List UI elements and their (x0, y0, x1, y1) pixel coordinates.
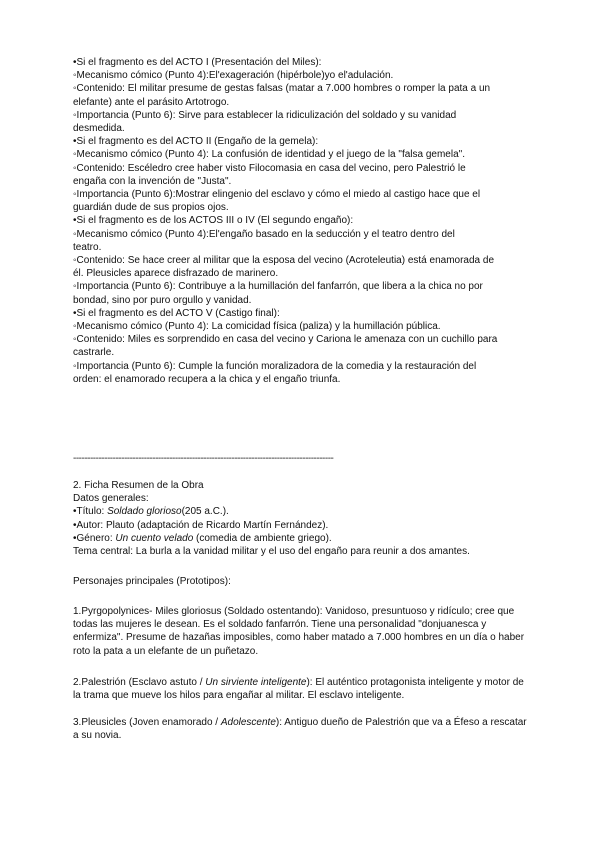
fragment-line: ◦Mecanismo cómico (Punto 4):El'exageración (hipérbole)yo el'adulación. (73, 70, 394, 82)
personaje-3-suffix: ): Antiguo dueño de Palestrión que va a Éfeso a rescatar a su novia. (73, 717, 527, 742)
fragment-line: ◦Mecanismo cómico (Punto 4): La confusión de identidad y el juego de la "falsa gemela". (73, 149, 465, 161)
fragment-line: ◦Importancia (Punto 6): Contribuye a la humillación del fanfarrón, que libera a la chica no por (73, 281, 483, 293)
titulo-line (73, 505, 533, 518)
personaje-2-text (73, 676, 531, 702)
fragment-line: •Si el fragmento es del ACTO V (Castigo final): (73, 307, 280, 319)
personajes-heading-block (73, 575, 533, 588)
genero-prefix: •Género: (73, 532, 116, 544)
personaje-3-text (73, 716, 531, 742)
fragment-line: •Si el fragmento es de los ACTOS III o IV (El segundo engaño): (73, 215, 354, 227)
titulo-suffix: (205 a.C.). (181, 506, 229, 518)
personaje-3-italic: Adolescente (220, 717, 276, 728)
personaje-2-italic: Un sirviente inteligente (205, 677, 307, 688)
ficha-resumen-section (73, 479, 533, 558)
personaje-3-prefix: 3.Pleusicles (Joven enamorado / (73, 717, 221, 728)
fragment-line: orden: el enamorado recupera a la chica y el engaño triunfa. (73, 373, 341, 385)
fragment-line: ◦Mecanismo cómico (Punto 4): La comicidad física (paliza) y la humillación pública. (73, 321, 441, 333)
personaje-palestrion (73, 676, 531, 702)
separator-line (73, 452, 533, 465)
tema-central-line: Tema central: La burla a la vanidad militar y el uso del engaño para reunir a dos amantes. (73, 546, 470, 558)
personajes-heading: Personajes principales (Prototipos): (73, 576, 231, 587)
fragment-line: ◦Contenido: El militar presume de gestas falsas (matar a 7.000 hombres o romper la pata a un (73, 83, 491, 95)
genero-value: Un cuento velado (115, 532, 194, 544)
personaje-2-prefix: 2.Palestrión (Esclavo astuto / (73, 677, 206, 688)
fragment-line: •Si el fragmento es del ACTO I (Presentación del Miles): (73, 57, 322, 68)
genero-line (73, 532, 533, 545)
fragment-line: él. Pleusicles aparece disfrazado de marinero. (73, 268, 279, 280)
fragment-line: •Si el fragmento es del ACTO II (Engaño de la gemela): (73, 136, 319, 148)
personaje-2-suffix: ): El auténtico protagonista inteligente y motor de la trama que mueve los hilos para engañar al militar. El esclavo inteligente. (73, 677, 524, 702)
act-fragments-section (73, 56, 533, 386)
titulo-prefix: •Título: (73, 506, 108, 518)
fragment-line: ◦Importancia (Punto 6):Mostrar elingenio del esclavo y cómo el miedo al castigo hace que el (73, 189, 481, 201)
autor-line: •Autor: Plauto (adaptación de Ricardo Martín Fernández). (73, 519, 329, 531)
titulo-value: Soldado glorioso (107, 506, 182, 518)
fragment-line: ◦Importancia (Punto 6): Cumple la función moralizadora de la comedia y la restauración del (73, 360, 477, 372)
fragment-line: engaña con la invención de "Justa". (73, 175, 232, 187)
fragment-line: guardián dude de sus propios ojos. (73, 202, 229, 214)
datos-generales-label: Datos generales: (73, 493, 149, 505)
dashed-separator: -------------------------------------------------------------------------------------------- (73, 453, 334, 464)
fragment-line: castrarle. (73, 347, 115, 359)
ficha-heading: 2. Ficha Resumen de la Obra (73, 480, 204, 491)
fragment-line: elefante) ante el parásito Artotrogo. (73, 96, 230, 108)
fragment-line: ◦Contenido: Escéledro cree haber visto Filocomasia en casa del vecino, pero Palestrió le (73, 162, 466, 174)
personaje-pleusicles (73, 716, 531, 742)
fragment-line: ◦Contenido: Miles es sorprendido en casa del vecino y Cariona le amenaza con un cuchillo para (73, 334, 498, 346)
fragment-line: ◦Mecanismo cómico (Punto 4):El'engaño basado en la seducción y el teatro dentro del (73, 228, 455, 240)
fragment-line: desmedida. (73, 123, 125, 135)
personaje-1-text: 1.Pyrgopolynices- Miles gloriosus (Soldado ostentando): Vanidoso, presuntuoso y ridículo; cree que todas las mujeres le desean. Es el soldado fanfarrón. Tiene una personalidad "donjuanesca y enfermiza". Presume de hazañas imposibles, como haber matado a 7.000 hombres en un día o haber roto la pata a un elefante de un puñetazo. (73, 606, 525, 657)
fragment-line: ◦Importancia (Punto 6): Sirve para establecer la ridiculización del soldado y su vanidad (73, 109, 457, 121)
fragment-line: teatro. (73, 241, 102, 253)
genero-suffix: (comedia de ambiente griego). (193, 532, 332, 544)
fragment-line: bondad, sino por puro orgullo y vanidad. (73, 294, 252, 306)
personaje-pyrgopolynices (73, 605, 531, 658)
fragment-line: ◦Contenido: Se hace creer al militar que la esposa del vecino (Acroteleutia) está enamorada de (73, 255, 495, 267)
